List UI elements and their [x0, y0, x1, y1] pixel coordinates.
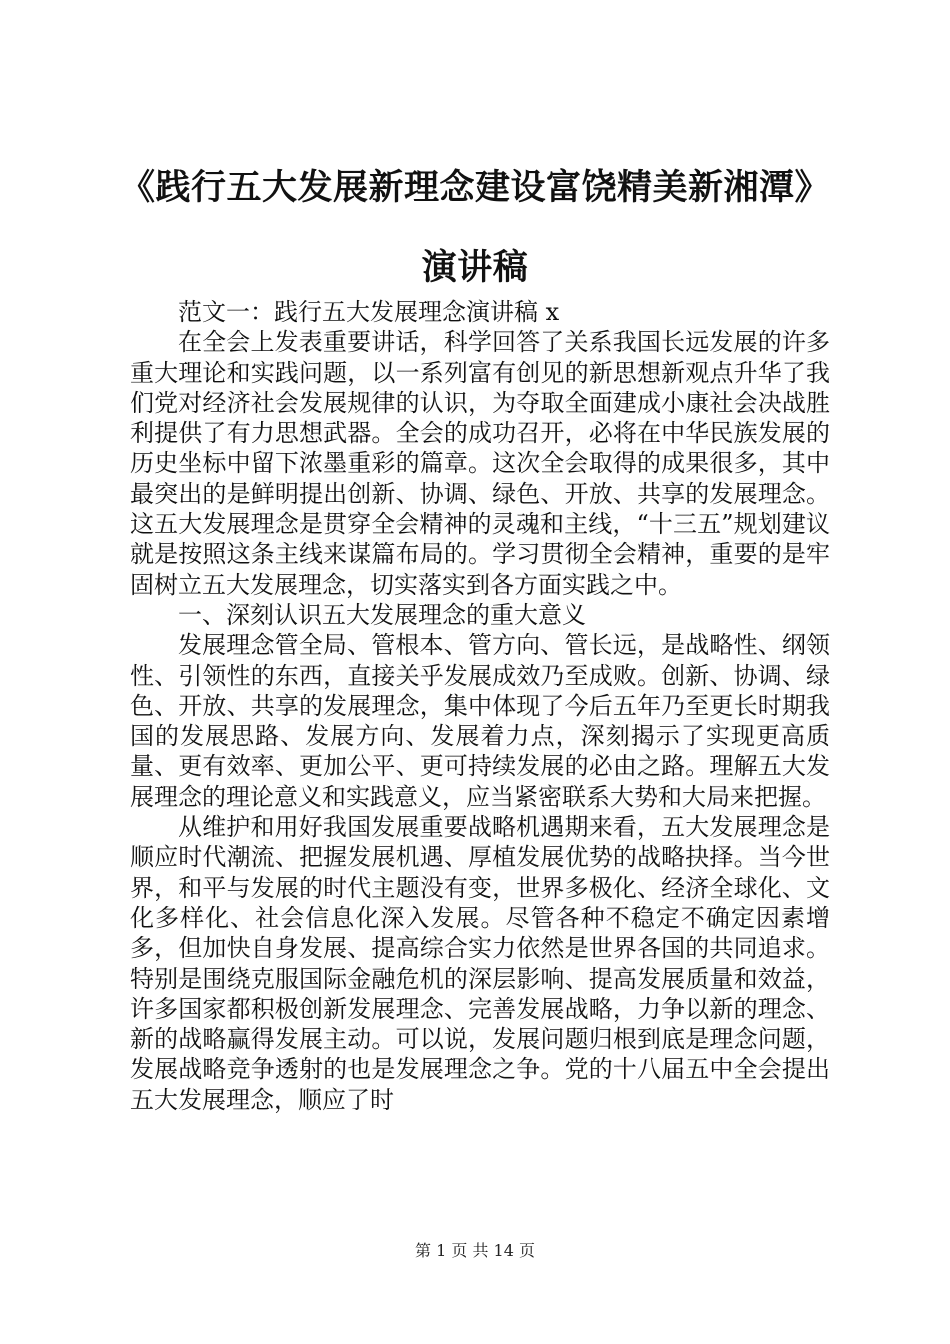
- paragraph-development-concept: 发展理念管全局、管根本、管方向、管长远，是战略性、纲领性、引领性的东西，直接关乎发展成效乃至成败。创新、协调、绿色、开放、共享的发展理念，集中体现了今后五年乃至更长时期我国的发展思路、发展方向、发展着力点，深刻揭示了实现更高质量、更有效率、更加公平、更可持续发展的必由之路。理解五大发展理念的理论意义和实践意义，应当紧密联系大势和大局来把握。: [130, 631, 830, 811]
- document-subtitle: 范文一：践行五大发展理念演讲稿 x: [178, 298, 560, 326]
- section-heading-1: 一、深刻认识五大发展理念的重大意义: [178, 600, 586, 629]
- document-body: [130, 297, 830, 1115]
- document-title-line-1: 《践行五大发展新理念建设富饶精美新湘潭》: [119, 168, 830, 208]
- page-footer: 第 1 页 共 14 页: [415, 1241, 535, 1260]
- paragraph-strategic-opportunity: 从维护和用好我国发展重要战略机遇期来看，五大发展理念是顺应时代潮流、把握发展机遇、厚植发展优势的战略抉择。当今世界，和平与发展的时代主题没有变，世界多极化、经济全球化、文化多样化、社会信息化深入发展。尽管各种不稳定不确定因素增多，但加快自身发展、提高综合实力依然是世界各国的共同追求。特别是围绕克服国际金融危机的深层影响、提高发展质量和效益，许多国家都积极创新发展理念、完善发展战略，力争以新的理念、新的战略赢得发展主动。可以说，发展问题归根到底是理念问题，发展战略竞争透射的也是发展理念之争。党的十八届五中全会提出五大发展理念，顺应了时: [130, 813, 830, 1114]
- document-title-line-2: 演讲稿: [421, 248, 529, 288]
- paragraph-intro: 在全会上发表重要讲话，科学回答了关系我国长远发展的许多重大理论和实践问题，以一系列富有创见的新思想新观点升华了我们党对经济社会发展规律的认识，为夺取全面建成小康社会决战胜利提供了有力思想武器。全会的成功召开，必将在中华民族发展的历史坐标中留下浓墨重彩的篇章。这次全会取得的成果很多，其中最突出的是鲜明提出创新、协调、绿色、开放、共享的发展理念。这五大发展理念是贯穿全会精神的灵魂和主线，“十三五”规划建议就是按照这条主线来谋篇布局的。学习贯彻全会精神，重要的是牢固树立五大发展理念，切实落实到各方面实践之中。: [130, 328, 830, 599]
